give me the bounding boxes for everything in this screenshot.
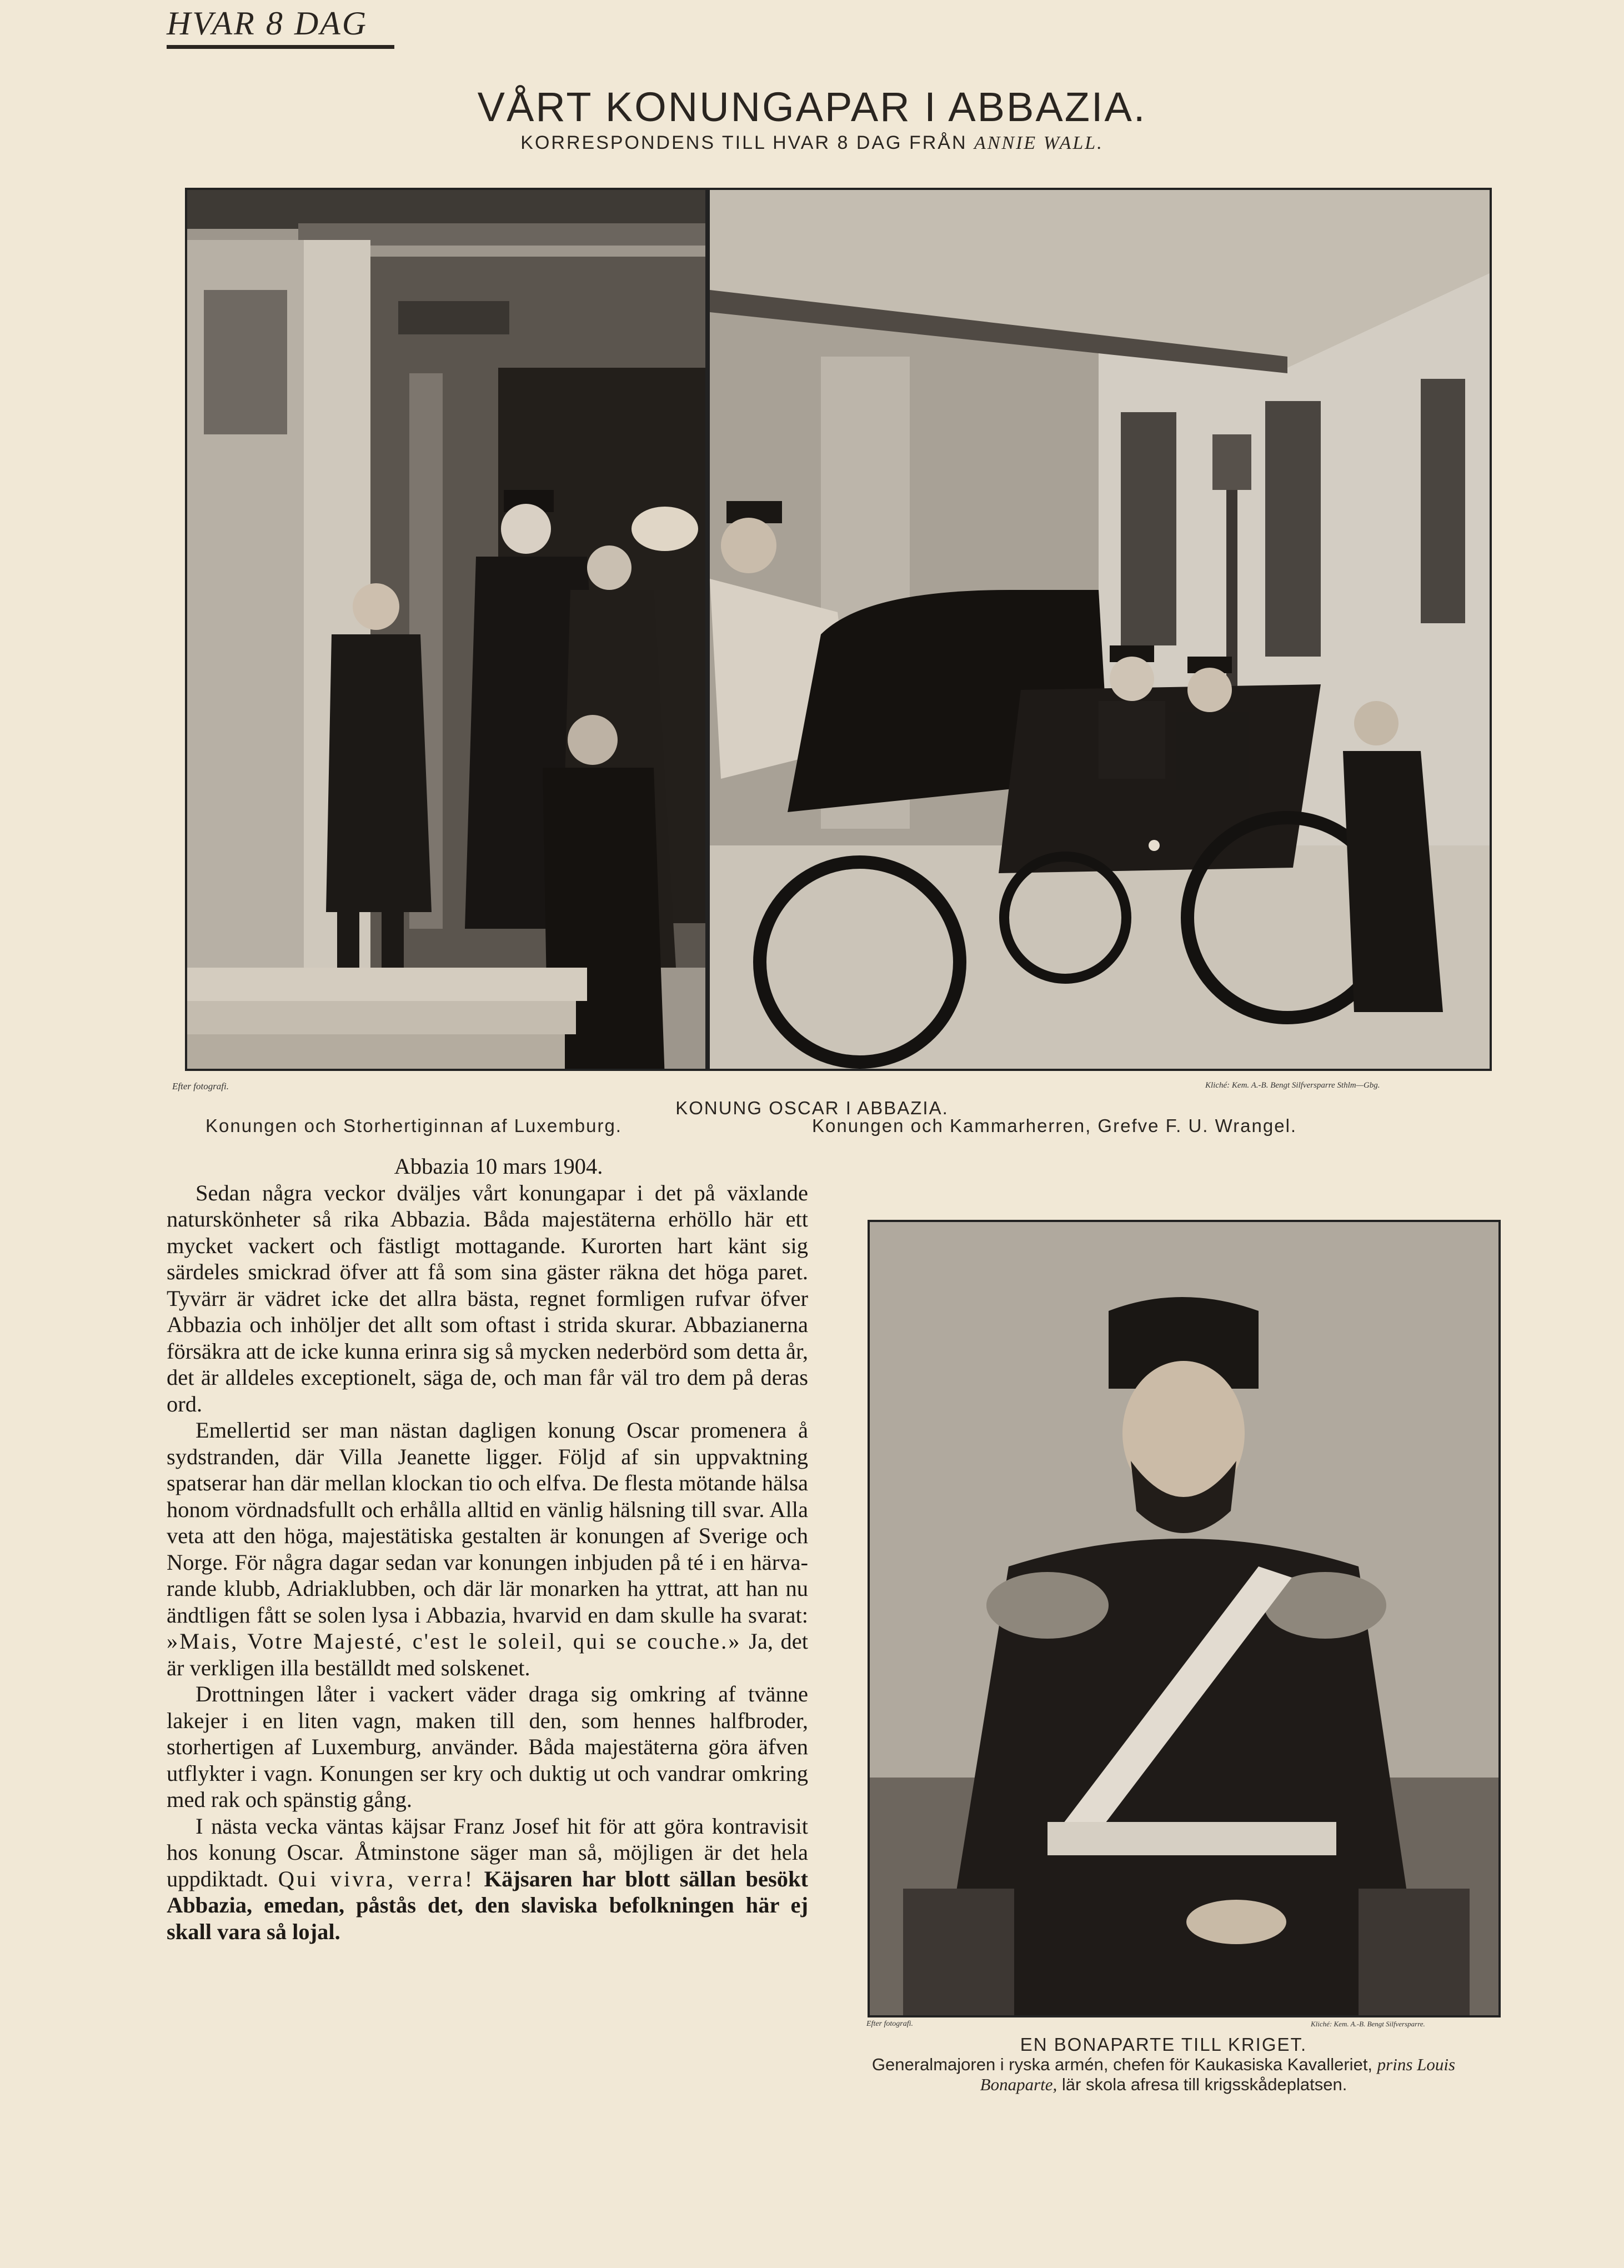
article-paragraph-2-end: Ja, det är verkligen illa beställdt med solskenet. [167,1629,808,1680]
top-photo-credit-left: Efter fotografi. [172,1081,229,1092]
article-paragraph-4-end: Käjsaren har blott sällan besökt Abbazia, emedan, påstås det, den slaviska befolkningen här ej skall vara så lojal. [167,1866,809,1944]
portrait-caption-heading: EN BONAPARTE TILL KRIGET. [1020,2034,1307,2055]
article-paragraph-3: Drottningen låter i vackert väder draga sig omkring af tvänne lakejer i en liten vagn, maken till den, som hennes halfbroder, storhertigen af Luxemburg, använder. Båda majestäterna göra äfven utflykter i vagn. Konungen ser kry och duktig ut och vandrar omkring med rak och spänstig gång. [167,1681,808,1812]
page-title: VÅRT KONUNGAPAR I ABBAZIA. [477,84,1147,130]
subtitle-prefix: KORRESPONDENS TILL HVAR 8 DAG FRÅN [520,132,968,153]
photo-louis-bonaparte [868,1220,1501,2017]
top-photo-left-caption: Konungen och Storhertiginnan af Luxemburg. [205,1115,622,1136]
article-paragraph-2 [167,1417,808,1681]
photo-carriage [708,188,1492,1071]
photo-carriage-image [710,190,1490,1069]
top-photo-credit-right: Kliché: Kem. A.-B. Bengt Silfversparre Sthlm—Gbg. [1205,1081,1380,1090]
portrait-caption-body [850,2055,1477,2095]
photo-king-entrance [185,188,708,1071]
article-paragraph-4 [167,1813,808,1945]
article-paragraph-4-text: I nästa vecka väntas käjsar Franz Josef hit för att göra kontravisit hos konung Oscar. Åtminstone säger man så, möjligen är det hela uppdiktadt. [167,1813,808,1891]
portrait-credit-right: Kliché: Kem. A.-B. Bengt Silfversparre. [1311,2020,1425,2028]
top-photo-right-caption: Konungen och Kammarherren, Grefve F. U. Wrangel. [812,1115,1297,1136]
top-photo-main-caption: KONUNG OSCAR I ABBAZIA. [675,1098,949,1118]
article-paragraph-2-text: Emellertid ser man nästan dagligen konung Oscar promenera å sydstranden, där Villa Jeanette ligger. Följd af sin uppvaktning spatserar han där mellan klockan tio och elfva. De flesta mötande hälsa honom vördnadsfullt och erhålla alltid en vänlig hälsning till svar. Alla veta att den höga, majestätiska gestalten är konungen af Sverige och Norge. För några dagar sedan var konungen inbjuden på té i en härvarande klubb, Adriaklubben, och där lär monarken ha yttrat, att han nu ändtligen fått se solen lysa i Abbazia, hvarvid en dam skulle ha svarat: [167,1418,808,1628]
photo-king-entrance-image [187,190,705,1069]
portrait-caption [850,2035,1477,2095]
portrait-credit-left: Efter fotografi. [866,2020,913,2028]
photo-louis-bonaparte-image [870,1222,1498,2015]
article-dateline: Abbazia 10 mars 1904. [394,1154,603,1179]
article [167,1153,808,1945]
subtitle-author: ANNIE WALL. [974,133,1104,153]
portrait-caption-text-2: lär skola afresa till krigsskådeplatsen. [1061,2075,1347,2094]
portrait-caption-text-1: Generalmajoren i ryska armén, chefen för Kaukasiska Kavalleriet, [871,2055,1373,2074]
article-quote-soleil: »Mais, Votre Majesté, c'est le soleil, qui se couche.» [167,1629,741,1654]
masthead: HVAR 8 DAG [167,4,394,49]
page-subtitle [0,132,1624,154]
portrait-caption-name: prins Louis Bonaparte, [980,2055,1456,2094]
article-paragraph-1: Sedan några veckor dväljes vårt konungapar i det på växlande naturskönheter så rika Abbazia. Båda majestäterna erhöllo här ett mycket vackert och fästligt mottagande. Kurorten hart känt sig särdeles smickrad öfver att få som sina gäster räkna det höga paret. Tyvärr är vädret icke det allra bästa, regnet formligen rufvar öfver Abbazia och inhöljer det allt som oftast i strida skurar. Abbazianerna försäkra att de icke kunna erinra sig så mycken nederbörd som detta år, det är alldeles exceptionelt, säga de, och man får väl tro dem på deras ord. [167,1180,808,1416]
article-quote-vivra: Qui vivra, verra! [278,1866,475,1891]
